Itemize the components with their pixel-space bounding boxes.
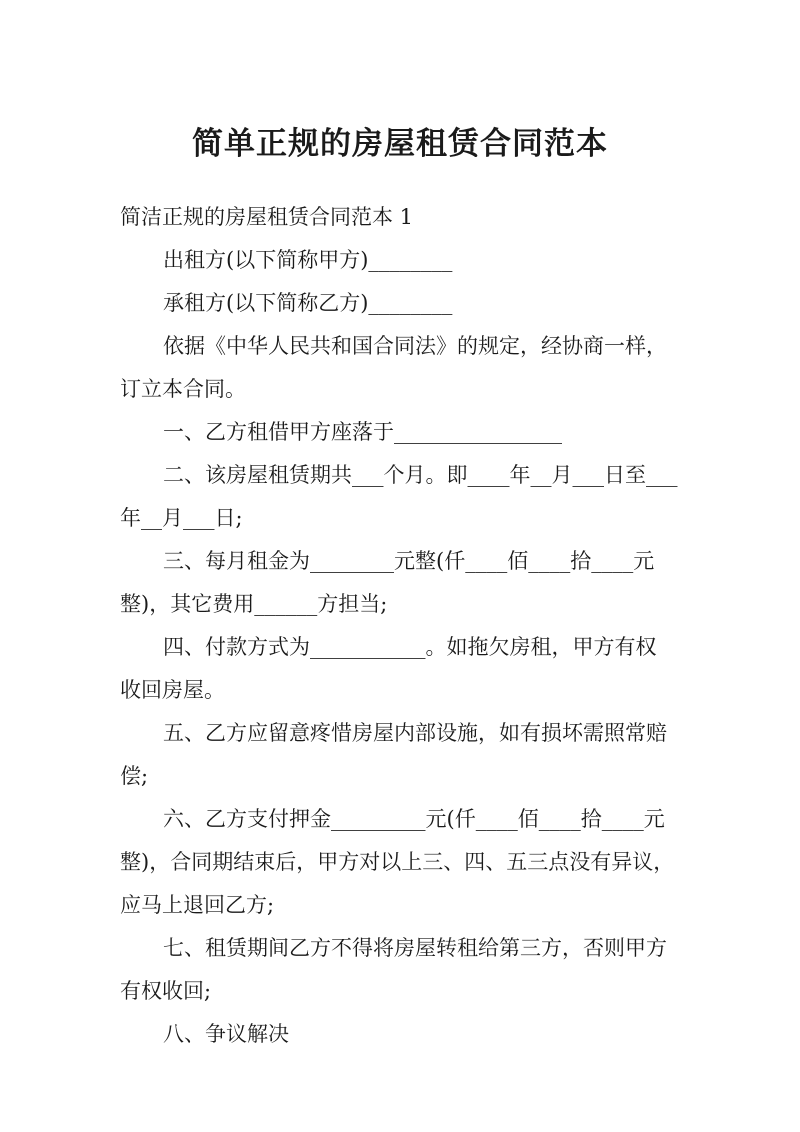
document-body xyxy=(120,196,682,1056)
doc-line: 依据《中华人民共和国合同法》的规定，经协商一样， xyxy=(163,334,667,358)
doc-line: 七、租赁期间乙方不得将房屋转租给第三方，否则甲方 xyxy=(163,936,667,960)
doc-line: 整)，其它费用______方担当; xyxy=(120,592,388,616)
doc-line: 二、该房屋租赁期共___个月。即____年__月___日至___ xyxy=(163,463,678,487)
doc-line: 应马上退回乙方; xyxy=(120,893,275,917)
doc-line: 四、付款方式为___________。如拖欠房租，甲方有权 xyxy=(163,635,657,659)
doc-line: 收回房屋。 xyxy=(120,678,225,702)
doc-line: 出租方(以下简称甲方)________ xyxy=(163,248,453,272)
doc-line: 三、每月租金为________元整(仟____佰____拾____元 xyxy=(163,549,655,573)
doc-line: 一、乙方租借甲方座落于________________ xyxy=(163,420,562,444)
doc-line: 八、争议解决 xyxy=(163,1022,289,1046)
doc-line: 六、乙方支付押金_________元(仟____佰____拾____元 xyxy=(163,807,665,831)
doc-line: 偿; xyxy=(120,764,149,788)
doc-line: 订立本合同。 xyxy=(120,377,246,401)
doc-line: 年__月___日; xyxy=(120,506,243,530)
doc-line: 简洁正规的房屋租赁合同范本 1 xyxy=(120,205,414,229)
doc-line: 五、乙方应留意疼惜房屋内部设施，如有损坏需照常赔 xyxy=(163,721,667,745)
doc-line: 有权收回; xyxy=(120,979,212,1003)
doc-line: 整)，合同期结束后，甲方对以上三、四、五三点没有异议， xyxy=(120,850,675,874)
doc-line: 承租方(以下简称乙方)________ xyxy=(163,291,453,315)
document-title: 简单正规的房屋租赁合同范本 xyxy=(192,126,608,162)
